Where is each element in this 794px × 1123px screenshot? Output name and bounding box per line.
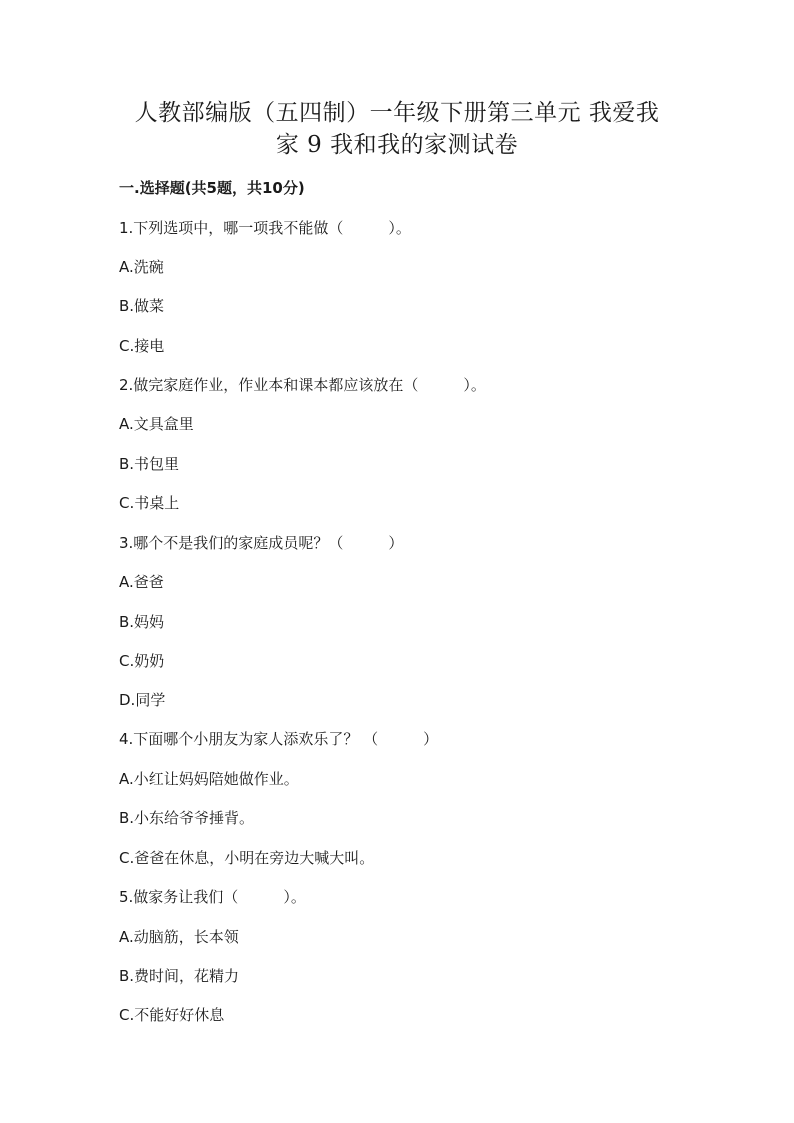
question-3-option-b: B.妈妈 [119,613,165,631]
question-5-option-a: A.动脑筋，长本领 [119,928,239,946]
question-2-option-b: B.书包里 [119,455,180,473]
question-3-option-a: A.爸爸 [119,573,164,591]
question-4: 4.下面哪个小朋友为家人添欢乐了？ （ ） [119,730,439,748]
question-5: 5.做家务让我们（ ）。 [119,888,306,906]
question-5-option-c: C.不能好好休息 [119,1006,225,1024]
question-4-option-c: C.爸爸在休息，小明在旁边大喊大叫。 [119,849,375,867]
question-4-option-a: A.小红让妈妈陪她做作业。 [119,770,299,788]
question-2: 2.做完家庭作业，作业本和课本都应该放在（ ）。 [119,376,486,394]
question-1-option-b: B.做菜 [119,297,165,315]
question-5-option-b: B.费时间，花精力 [119,967,240,985]
question-4-option-b: B.小东给爷爷捶背。 [119,809,255,827]
question-2-option-a: A.文具盒里 [119,415,194,433]
question-1: 1.下列选项中，哪一项我不能做（ ）。 [119,219,411,237]
question-1-option-c: C.接电 [119,337,165,355]
question-3-option-d: D.同学 [119,691,166,709]
question-2-option-c: C.书桌上 [119,494,180,512]
page-title-line-2: 家 9 我和我的家测试卷 [275,132,519,158]
question-3: 3.哪个不是我们的家庭成员呢？（ ） [119,534,404,552]
section-heading: 一.选择题(共5题，共10分) [119,179,305,197]
question-1-option-a: A.洗碗 [119,258,164,276]
question-3-option-c: C.奶奶 [119,652,165,670]
page-title-line-1: 人教部编版（五四制）一年级下册第三单元 我爱我 [134,100,660,126]
